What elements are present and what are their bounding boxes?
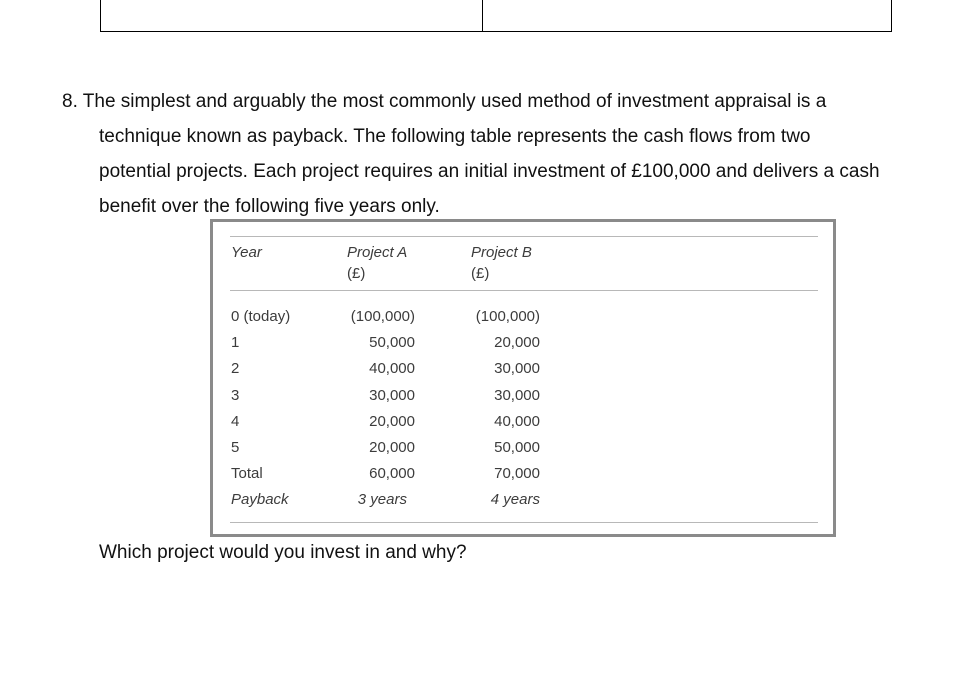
- row-year: Total: [231, 465, 263, 482]
- answer-table-divider: [482, 0, 483, 31]
- row-project-a-value: 30,000: [369, 387, 415, 404]
- row-project-a-value: 20,000: [369, 439, 415, 456]
- cash-flow-table: [210, 219, 836, 537]
- question-line-4: benefit over the following five years only.: [99, 196, 440, 217]
- row-project-a-value: 20,000: [369, 413, 415, 430]
- row-year: 5: [231, 439, 240, 456]
- row-year: 4: [231, 413, 240, 430]
- row-project-a-value: 50,000: [369, 334, 415, 351]
- row-project-a-value: 60,000: [369, 465, 415, 482]
- question-line-2: technique known as payback. The following table represents the cash flows from two: [99, 126, 811, 147]
- header-project-b-unit: (£): [471, 265, 490, 282]
- question-line-1: 8. The simplest and arguably the most commonly used method of investment appraisal is a: [62, 91, 827, 112]
- question-prompt: Which project would you invest in and why?: [99, 542, 467, 563]
- row-year: 0 (today): [231, 308, 291, 325]
- header-year: Year: [231, 244, 262, 261]
- row-year: 1: [231, 334, 240, 351]
- row-project-a-value: 40,000: [369, 360, 415, 377]
- row-project-b-value: 30,000: [494, 360, 540, 377]
- table-header-rule: [230, 290, 818, 291]
- answer-table-remnant: [100, 0, 892, 32]
- header-project-a-unit: (£): [347, 265, 366, 282]
- row-year: 2: [231, 360, 240, 377]
- question-line-3: potential projects. Each project requires an initial investment of £100,000 and delivers a cash: [99, 161, 880, 182]
- table-bottom-rule: [230, 522, 818, 523]
- row-year: 3: [231, 387, 240, 404]
- row-project-b-value: 50,000: [494, 439, 540, 456]
- row-project-b-value: 70,000: [494, 465, 540, 482]
- header-project-a: Project A: [347, 244, 408, 261]
- row-project-a-value: (100,000): [350, 308, 415, 325]
- row-year: Payback: [231, 491, 289, 508]
- row-project-b-value: 4 years: [490, 491, 540, 508]
- row-project-b-value: (100,000): [475, 308, 540, 325]
- row-project-a-value: 3 years: [357, 491, 407, 508]
- row-project-b-value: 20,000: [494, 334, 540, 351]
- table-top-rule: [230, 236, 818, 237]
- row-project-b-value: 30,000: [494, 387, 540, 404]
- row-project-b-value: 40,000: [494, 413, 540, 430]
- header-project-b: Project B: [471, 244, 532, 261]
